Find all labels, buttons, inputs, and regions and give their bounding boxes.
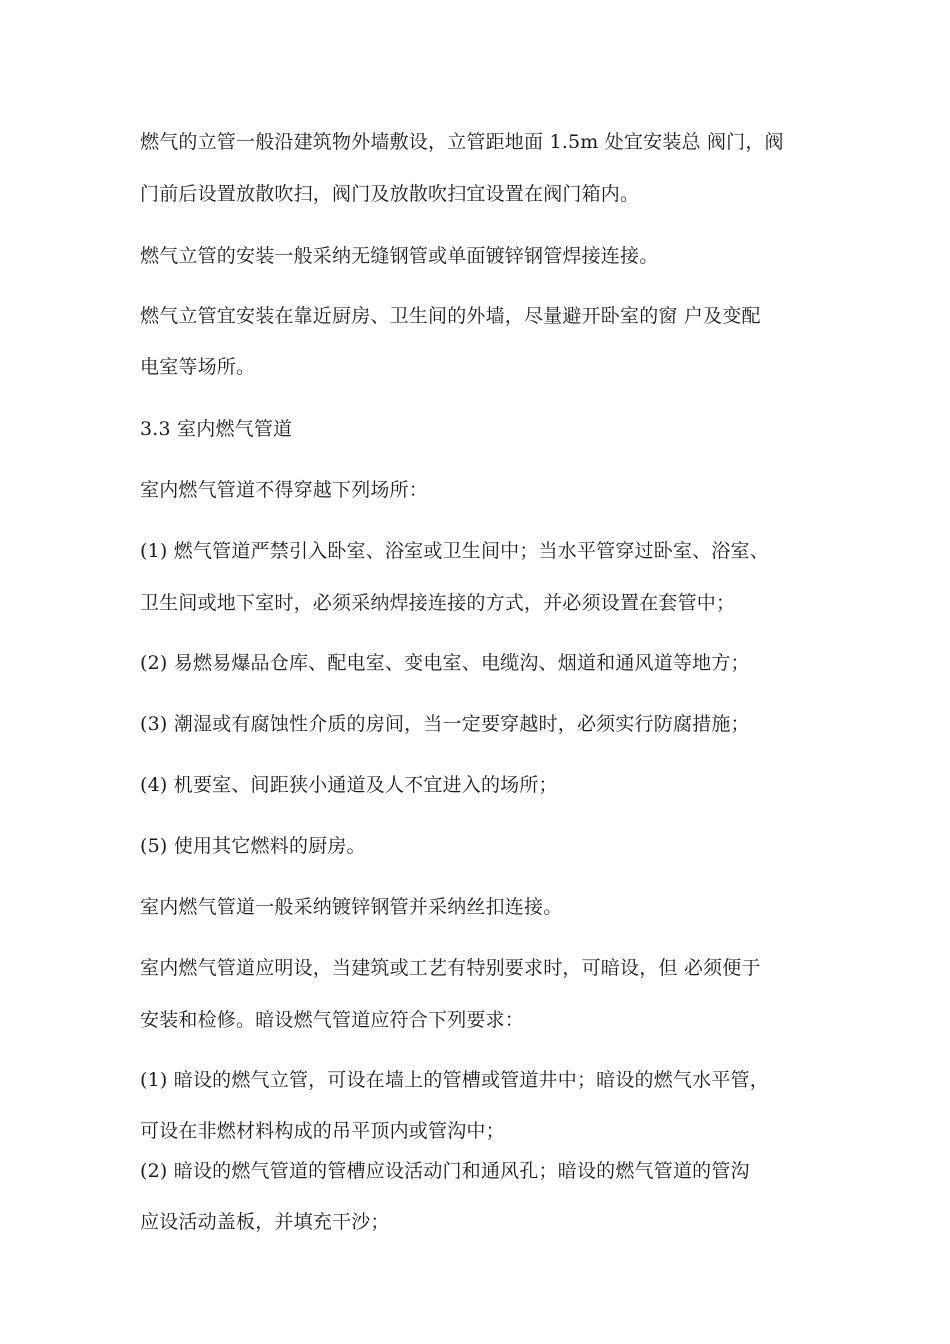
section-heading: 3.3 室内燃气管道 bbox=[140, 418, 293, 440]
text-line: 室内燃气管道不得穿越下列场所： bbox=[140, 479, 429, 501]
text-line: 应设活动盖板，并填充干沙； bbox=[140, 1211, 390, 1233]
text-line: 安装和检修。暗设燃气管道应符合下列要求： bbox=[140, 1009, 525, 1031]
text-line: 燃气立管的安装一般采纳无缝钢管或单面镀锌钢管焊接连接。 bbox=[140, 245, 659, 267]
text-line: 卫生间或地下室时，必须采纳焊接连接的方式，并必须设置在套管中； bbox=[140, 592, 736, 614]
text-line: 电室等场所。 bbox=[140, 356, 256, 378]
text-line: 燃气的立管一般沿建筑物外墙敷设，立管距地面 1.5m 处宜安装总 阀门，阀 bbox=[140, 131, 784, 153]
list-item: (1) 暗设的燃气立管，可设在墙上的管槽或管道井中；暗设的燃气水平管， bbox=[140, 1069, 769, 1091]
text-line: 室内燃气管道一般采纳镀锌钢管并采纳丝扣连接。 bbox=[140, 896, 563, 918]
list-item: (3) 潮湿或有腐蚀性介质的房间，当一定要穿越时，必须实行防腐措施； bbox=[140, 713, 750, 735]
list-item: (5) 使用其它燃料的厨房。 bbox=[140, 835, 366, 857]
list-item: (4) 机要室、间距狭小通道及人不宜进入的场所； bbox=[140, 774, 558, 796]
text-line: 可设在非燃材料构成的吊平顶内或管沟中； bbox=[140, 1120, 505, 1142]
list-item: (2) 暗设的燃气管道的管槽应设活动门和通风孔；暗设的燃气管道的管沟 bbox=[140, 1160, 750, 1182]
text-line: 门前后设置放散吹扫，阀门及放散吹扫宜设置在阀门箱内。 bbox=[140, 183, 640, 205]
text-line: 室内燃气管道应明设，当建筑或工艺有特别要求时，可暗设，但 必须便于 bbox=[140, 957, 761, 979]
list-item: (1) 燃气管道严禁引入卧室、浴室或卫生间中；当水平管穿过卧室、浴室、 bbox=[140, 540, 769, 562]
list-item: (2) 易燃易爆品仓库、配电室、变电室、电缆沟、烟道和通风道等地方； bbox=[140, 652, 750, 674]
text-line: 燃气立管宜安装在靠近厨房、卫生间的外墙，尽量避开卧室的窗 户及变配 bbox=[140, 305, 761, 327]
